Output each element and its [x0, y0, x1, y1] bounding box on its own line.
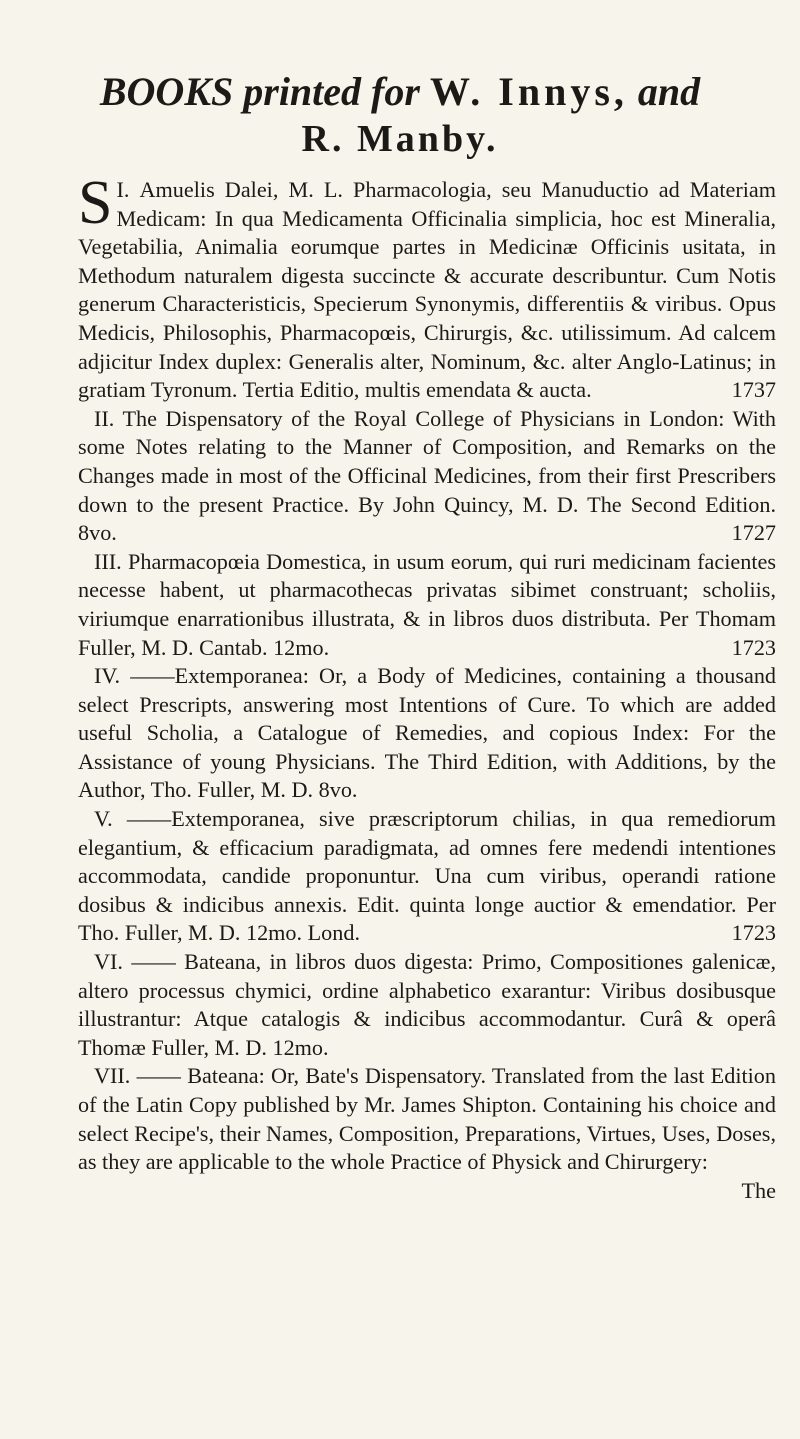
- book-entry-3: [78, 548, 776, 662]
- entry-text: ——Extemporanea, sive præscriptorum chilias, in qua remediorum elegantium, & efficacium paradigmata, ad omnes fere medendi intentiones accommodata, candide proponuntur. Una cum viribus, operandi ratione dosibus & indicibus annexis. Edit. quinta longe auctior & emendatior. Per Tho. Fuller, M. D. 12mo. Lond.: [78, 806, 776, 946]
- book-entry-6: [78, 948, 776, 1062]
- book-entry-4: [78, 662, 776, 805]
- title-and: and: [637, 69, 701, 114]
- book-entry-1: [78, 169, 776, 405]
- book-entry-2: [78, 405, 776, 548]
- entry-text: ——Extemporanea: Or, a Body of Medicines, containing a thousand select Prescripts, answering most Intentions of Cure. To which are added useful Scholia, a Catalogue of Remedies, and copious Index: For the Assistance of young Physicians. The Third Edition, with Additions, by the Author, Tho. Fuller, M. D. 8vo.: [78, 663, 777, 803]
- entry-number: VII.: [94, 1063, 131, 1089]
- entry-number: I.: [116, 177, 130, 202]
- catchword: The: [741, 1177, 776, 1203]
- entry-number: IV.: [94, 663, 121, 689]
- entry-text: Amuelis Dalei, M. L. Pharmacologia, seu Manuductio ad Materiam Medicam: In qua Medicamenta Officinalia simplicia, hoc est Mineralia, Vegetabilia, Animalia eorumque partes in Medicinæ Officinis usitata, in Methodum naturalem digesta succincte & accurate describuntur. Cum Notis generum Characteristicis, Specierum Synonymis, differentiis & viribus. Opus Medicis, Philosophis, Pharmacopœis, Chirurgis, &c. utilissimum. Ad calcem adjicitur Index duplex: Generalis alter, Nominum, &c. alter Anglo-Latinus; in gratiam Tyronum. Tertia Editio, multis emendata & aucta.: [78, 177, 776, 403]
- title-publisher-2: R. Manby.: [301, 118, 499, 160]
- book-entry-5: [78, 805, 776, 948]
- drop-cap: S: [78, 169, 113, 237]
- entry-text: —— Bateana: Or, Bate's Dispensatory. Translated from the last Edition of the Latin Copy published by Mr. James Shipton. Containing his choice and select Recipe's, their Names, Composition, Preparations, Virtues, Uses, Doses, as they are applicable to the whole Practice of Physick and Chirurgery:: [78, 1063, 776, 1175]
- entry-year: 1727: [731, 520, 776, 546]
- entry-year: 1723: [731, 634, 776, 660]
- entry-year: 1723: [731, 920, 776, 946]
- title-publisher-1: W. Innys,: [429, 69, 628, 114]
- entry-number: III.: [94, 548, 122, 574]
- page-title: [0, 70, 800, 114]
- book-entry-7: [78, 1062, 776, 1176]
- title-books: BOOKS: [99, 69, 234, 114]
- title-printed-for: printed for: [243, 69, 420, 114]
- entry-text: The Dispensatory of the Royal College of Physicians in London: With some Notes relating to the Manner of Composition, and Remarks on the Changes made in most of the Officinal Medicines, from their first Prescribers down to the present Practice. By John Quincy, M. D. The Second Edition. 8vo.: [78, 405, 776, 546]
- entry-year: 1737: [731, 377, 776, 403]
- entry-number: V.: [94, 806, 113, 832]
- entry-text: Pharmacopœia Domestica, in usum eorum, qui ruri medicinam facientes necesse habent, ut pharmacothecas privatas sibimet construant; scholiis, viriumque enarrationibus illustrata, & in libros duos distributa. Per Thomam Fuller, M. D. Cantab. 12mo.: [78, 548, 776, 660]
- entry-number: VI.: [94, 949, 123, 975]
- book-list: [78, 169, 777, 1205]
- entry-number: II.: [94, 405, 115, 431]
- entry-text: —— Bateana, in libros duos digesta: Primo, Compositiones galenicæ, altero processus chymici, ordine alphabetico exarantur: Viribus dosibusque illustrantur: Atque catalogis & indicibus accommodantur. Curâ & operâ Thomæ Fuller, M. D. 12mo.: [78, 949, 776, 1060]
